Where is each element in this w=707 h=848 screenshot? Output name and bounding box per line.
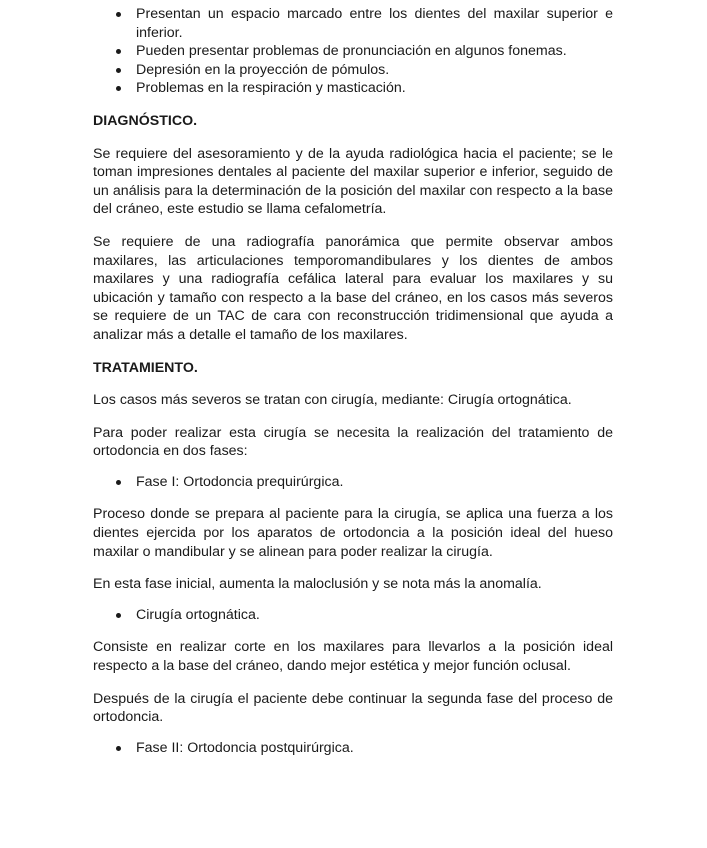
tratamiento-heading: TRATAMIENTO. — [93, 359, 198, 376]
tratamiento-paragraph-2: Para poder realizar esta cirugía se necesita la realización del tratamiento de ortodoncia en dos fases: — [93, 424, 613, 460]
tratamiento-paragraph-5: Consiste en realizar corte en los maxilares para llevarlos a la posición ideal respecto a la base del cráneo, dando mejor estética y mejor función oclusal. — [93, 639, 613, 675]
diagnostico-heading: DIAGNÓSTICO. — [93, 112, 198, 129]
list-item: Fase II: Ortodoncia postquirúrgica. — [93, 739, 613, 758]
tratamiento-paragraph-4: En esta fase inicial, aumenta la maloclusión y se nota más la anomalía. — [93, 576, 542, 593]
document-page — [93, 5, 613, 757]
symptoms-list — [93, 5, 613, 98]
phase-1-list — [93, 473, 613, 492]
list-item: Fase I: Ortodoncia prequirúrgica. — [93, 473, 613, 492]
list-item: Depresión en la proyección de pómulos. — [93, 61, 613, 80]
tratamiento-paragraph-3: Proceso donde se prepara al paciente para la cirugía, se aplica una fuerza a los dientes ejercida por los aparatos de ortodoncia a la posición ideal del hueso maxilar o mandibular y se alinean para poder realizar la cirugía. — [93, 506, 613, 560]
tratamiento-paragraph-6: Después de la cirugía el paciente debe continuar la segunda fase del proceso de ortodoncia. — [93, 690, 613, 726]
list-item: Cirugía ortognática. — [93, 606, 613, 625]
list-item: Presentan un espacio marcado entre los dientes del maxilar superior e inferior. — [93, 5, 613, 42]
tratamiento-paragraph-1: Los casos más severos se tratan con cirugía, mediante: Cirugía ortognática. — [93, 392, 572, 409]
surgery-list — [93, 606, 613, 625]
list-item: Pueden presentar problemas de pronunciación en algunos fonemas. — [93, 42, 613, 61]
diagnostico-paragraph-1: Se requiere del asesoramiento y de la ayuda radiológica hacia el paciente; se le toman impresiones dentales al paciente del maxilar superior e inferior, seguido de un análisis para la determinación de la posición del maxilar con respecto a la base del cráneo, este estudio se llama cefalometría. — [93, 145, 613, 218]
list-item: Problemas en la respiración y masticación. — [93, 79, 613, 98]
diagnostico-paragraph-2: Se requiere de una radiografía panorámica que permite observar ambos maxilares, las articulaciones temporomandibulares y los dientes de ambos maxilares y una radiografía cefálica lateral para evaluar los maxilares y su ubicación y tamaño con respecto a la base del cráneo, en los casos más severos se requiere de un TAC de cara con reconstrucción tridimensional que ayuda a analizar más a detalle el tamaño de los maxilares. — [93, 233, 613, 343]
phase-2-list — [93, 739, 613, 758]
